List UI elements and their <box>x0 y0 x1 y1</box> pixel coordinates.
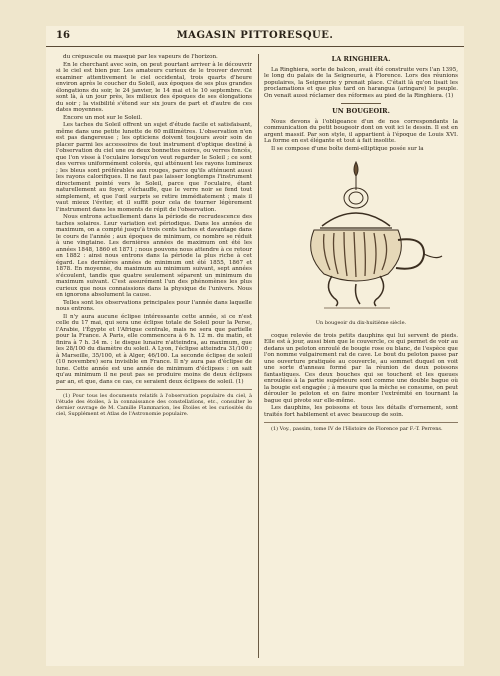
footnote <box>264 422 458 432</box>
page-number: 16 <box>56 30 70 41</box>
right-column <box>264 54 458 660</box>
section-title-ringhiera: LA RINGHIERA. <box>331 55 391 63</box>
page-title: MAGASIN PITTORESQUE. <box>176 30 334 41</box>
paragraph: Nous entrons actuellement dans la période de recrudescence des taches solaires. Leur variation est périodique. Dans les années de maximum, on a compté jusqu'à trois cents taches et davantage dans le cours de l'année ; aux époques de minimum, ce nombre se réduit à une vingtaine. Les dernières années de maximum ont été les années 1848, 1860 et 1871 ; nous pouvons nous attendre à ce retour en 1882 : ainsi nous entrons dans la période la plus riche à cet égard. Les dernières années de minimum ont été 1855, 1867 et 1878. En moyenne, du maximum au minimum suivant, sept années s'écoulent, tandis que quatre seulement séparent un minimum du maximum suivant. C'est assurément l'un des phénomènes les plus curieux que nous connaissions dans la physique de l'univers. Nous en ignorons absolument la cause. <box>56 214 252 298</box>
footnote-text: (1) Pour tous les documents relatifs à l'observation populaire du ciel, à l'étude des étoiles, à la connaissance des constellations, etc., consulter le dernier ouvrage de M. Camille Flammarion, les Étoiles et les curiosités du ciel, Supplément et Atlas de l'Astronomie populaire. <box>56 393 252 417</box>
left-column <box>56 54 252 660</box>
magazine-page <box>46 26 464 666</box>
paragraph: La Ringhiera, sorte de balcon, avait été construite vers l'an 1395, le long du palais de la Seigneurie, à Florence. Lors des réunions populaires, la Seigneurie y prenait place. C'était là qu'on lisait les proclamations et que plus tard on harangua (aringare) le peuple. On venait aussi réclamer des réformes au pied de la Ringhiera. (1) <box>264 66 458 99</box>
paragraph: Les taches du Soleil offrent un sujet d'étude facile et satisfaisant, même dans une petite lunette de 60 millimètres. L'observation n'en est pas dangereuse ; les opticiens doivent toujours avoir soin de placer parmi les accessoires de tout instrument d'optique destiné à l'observation du ciel une ou deux bonnettes noires, ou verres foncés, que l'on visse à l'oculaire lorsqu'on veut regarder le Soleil ; ce sont des verres uniformément colorés, qui atténuent les rayons lumineux ; les bleus sont préférables aux rouges, parce qu'ils atténuent aussi les rayons calorifiques. Il ne faut pas laisser longtemps l'instrument directement pointé vers le Soleil, parce que l'oculaire, étant naturellement au foyer, s'échauffe, que le verre noir se fend tout simplement, et que l'œil surpris se retire immédiatement ; mais il vaut mieux l'éviter, et il suffit pour cela de tourner légèrement l'instrument dans les moments de répit de l'observation. <box>56 122 252 213</box>
paragraph: Telles sont les observations principales pour l'année dans laquelle nous entrons. <box>56 299 252 312</box>
paragraph: En le cherchant avec soin, on peut pourtant arriver à le découvrir si le ciel est bien pur. Les amateurs curieux de le trouver devront examiner attentivement le ciel occidental, trois quarts d'heure environ après le coucher du Soleil, aux époques de ses plus grandes élongations du soir, le 24 janvier, le 14 mai et le 10 septembre. Ce sont là, à un jour près, les milieux des époques de ses élongations du soir ; la visibilité s'étend sur six jours de part et d'autre de ces dates moyennes. <box>56 61 252 113</box>
column-divider <box>258 54 259 658</box>
paragraph: Il n'y aura aucune éclipse intéressante cette année, si ce n'est celle du 17 mai, qui sera une éclipse totale de Soleil pour la Perse, l'Arabie, l'Égypte et l'Afrique centrale, mais ne sera que partielle pour la France. A Paris, elle commencera à 6 h. 12 m. du matin, et finira à 7 h. 34 m. : le disque lunaire n'atteindra, au maximum, que les 28/100 du diamètre du soleil. A Lyon, l'éclipse atteindra 31/100 ; à Marseille, 35/100, et à Alger, 46/100. La seconde éclipse de soleil (10 novembre) sera invisible en France. Il n'y aura pas d'éclipse de lune. Cette année est une année de minimum d'éclipses : on sait qu'au minimum il ne peut pas se produire moins de deux éclipses par an, et que, dans ce cas, ce seraient deux éclipses de soleil. (1) <box>56 313 252 385</box>
section-title-bougeoir: UN BOUGEOIR. <box>332 107 390 115</box>
paragraph: Encore un mot sur le Soleil. <box>63 114 143 121</box>
paragraph: du crépuscule ou masqué par les vapeurs de l'horizon. <box>63 54 218 60</box>
section-rule <box>341 103 381 104</box>
paragraph: Les dauphins, les poissons et tous les détails d'ornement, sont traités fort habilement et avec beaucoup de soin. <box>264 405 458 418</box>
paragraph: Nous devons à l'obligeance d'un de nos correspondants la communication du petit bougeoir dont on voit ici le dessin. Il est en argent massif. Par son style, il appartient à l'époque de Louis XVI. La forme en est élégante et tout à fait insolite. <box>264 118 458 144</box>
candlestick-illustration <box>264 156 458 318</box>
figure-caption: Un bougeoir du dix-huitième siècle. <box>315 320 407 326</box>
paragraph: coque relevée de trois petits dauphins qui lui servent de pieds. Elle est à jour, aussi bien que le couvercle, ce qui permet de voir au dedans un peloton enroulé de bougie rose ou blanc, de l'espèce que l'on nomme vulgairement rat de cave. Le bout du peloton passe par une ouverture pratiquée au couvercle, au sommet duquel on voit une sorte d'anneau formé par la réunion de deux poissons fantastiques. Ces deux bouches qui se touchent et les queues enroulées à la partie supérieure sont comme une double bague où la bougie est engagée ; à mesure que la mèche se consume, on peut dérouler le peloton et en faire monter l'extrémité en tournant la bague qui pivote sur elle-même. <box>264 332 458 404</box>
page-header <box>46 26 464 47</box>
candlestick-engraving <box>264 156 458 318</box>
paragraph: Il se compose d'une boîte demi-elliptique posée sur la <box>271 145 424 152</box>
footnote-text: (1) Voy., passim, tome IV de l'Histoire de Florence par F.-T. Perrens. <box>271 426 443 432</box>
footnote <box>56 389 252 417</box>
